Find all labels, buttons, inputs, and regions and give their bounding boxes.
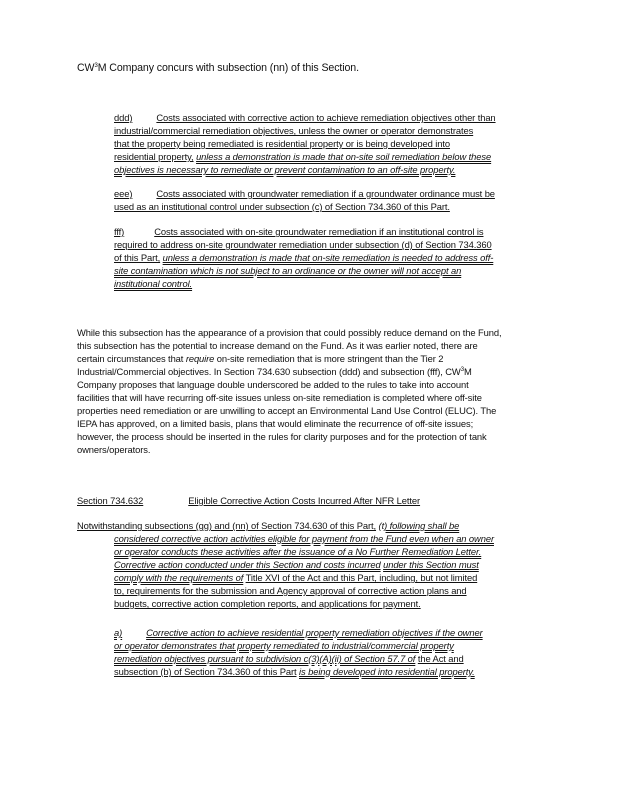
a-line-2: or operator demonstrates that property remediated to industrial/commercial property — [114, 640, 454, 651]
para-line-3 — [77, 352, 443, 365]
para-line-8: IEPA has approved, on a limited basis, plans that would eliminate the recurrence of off-site issues; — [77, 418, 474, 429]
notwith-line-4 — [114, 558, 479, 571]
fff-line-4: site contamination which is not subject to an ordinance or the owner will not accept an — [114, 265, 462, 276]
notwith-text-5a: comply with the requirements of — [114, 572, 244, 583]
ddd-line-2: industrial/commercial remediation objectives, unless the owner or operator demonstrates — [114, 125, 474, 136]
para-text-3b: require — [185, 353, 215, 364]
notwith-text-1a: Notwithstanding subsections (gg) and (nn) of Section 734.630 of this Part, — [77, 520, 377, 531]
notwith-line-6: to, requirements for the submission and Agency approval of corrective action plans and — [114, 585, 467, 596]
a-label: a) — [114, 627, 123, 638]
para-line-10: owners/operators. — [77, 444, 151, 455]
section-title: Eligible Corrective Action Costs Incurred After NFR Letter — [188, 495, 421, 506]
intro-line — [77, 62, 359, 75]
eee-line-1 — [114, 187, 495, 200]
ddd-line-4 — [114, 150, 491, 163]
a-text-4b: is being developed into residential property. — [299, 666, 475, 677]
para-line-9: however, the process should be inserted in the rules for clarity purposes and for the protection of tank — [77, 431, 487, 442]
para-line-6: facilities that will have recurring off-site issues unless on-site remediation is completed where off-site — [77, 392, 482, 403]
ddd-line-3: that the property being remediated is residential property or is being developed into — [114, 138, 450, 149]
fff-text-3b: unless a demonstration is made that on-site remediation is needed to address off- — [162, 252, 494, 263]
ddd-line-1 — [114, 111, 496, 124]
notwith-text-5b: Title XVI of the Act and this Part, including, but not limited — [245, 572, 478, 583]
intro-company-prefix: CW — [77, 62, 95, 74]
eee-line-2: used as an institutional control under subsection (c) of Section 734.360 of this Part. — [114, 201, 450, 212]
eee-label: eee) — [114, 188, 133, 199]
intro-text: M Company concurs with subsection (nn) of this Section. — [97, 62, 359, 74]
ddd-text-4a: residential property, — [114, 151, 194, 162]
notwith-line-2: considered corrective action activities eligible for payment from the Fund even when an owner — [114, 533, 494, 544]
para-text-4b: M — [463, 366, 472, 377]
notwith-line-1 — [77, 519, 459, 532]
notwith-line-5 — [114, 571, 477, 584]
para-superscript: 3 — [460, 367, 464, 373]
ddd-line-5: objectives is necessary to remediate or prevent contamination to an off-site property. — [114, 164, 456, 175]
para-line-7: properties need remediation or are unwilling to accept an Environmental Land Use Control (ELUC). The — [77, 405, 497, 416]
intro-superscript: 3 — [94, 63, 98, 69]
fff-line-2: required to address on-site groundwater remediation under subsection (d) of Section 734.360 — [114, 239, 492, 250]
a-line-3 — [114, 652, 464, 665]
para-line-1: While this subsection has the appearance of a provision that could possibly reduce demand on the Fund, — [77, 327, 502, 338]
eee-text-1: Costs associated with groundwater remediation if a groundwater ordinance must be — [156, 188, 495, 199]
ddd-text-1: Costs associated with corrective action to achieve remediation objectives other than — [156, 112, 496, 123]
notwith-line-7: budgets, corrective action completion reports, and applications for payment. — [114, 598, 421, 609]
ddd-text-4b: unless a demonstration is made that on-site soil remediation below these — [196, 151, 492, 162]
section-number: Section 734.632 — [77, 495, 144, 506]
a-text-3a: remediation objectives pursuant to subdivision c(3)(A)(ii) of Section 57.7 of — [114, 653, 416, 664]
para-line-5: Company proposes that language double underscored be added to the rules to take into account — [77, 379, 469, 390]
fff-line-3 — [114, 251, 493, 264]
notwith-text-1b: (t) following shall be — [378, 520, 460, 531]
notwith-line-3: or operator conducts these activities after the issuance of a No Further Remediation Letter. — [114, 546, 482, 557]
a-text-1: Corrective action to achieve residential property remediation objectives if the owner — [146, 627, 483, 638]
para-text-4a: Industrial/Commercial objectives. In Section 734.630 subsection (ddd) and subsection (fff), CW — [77, 366, 461, 377]
ddd-label: ddd) — [114, 112, 133, 123]
section-heading — [77, 494, 420, 507]
a-text-4a: subsection (b) of Section 734.360 of this Part — [114, 666, 297, 677]
notwith-text-4b: under this Section must — [383, 559, 479, 570]
fff-text-3a: of this Part, — [114, 252, 161, 263]
a-line-4 — [114, 665, 475, 678]
para-line-4 — [77, 365, 472, 378]
para-text-3c: on-site remediation that is more stringent than the Tier 2 — [214, 353, 444, 364]
notwith-text-4a: Corrective action conducted under this Section and costs incurred — [114, 559, 381, 570]
a-line-1 — [114, 626, 483, 639]
para-line-2: this subsection has the potential to increase demand on the Fund. As it was earlier noted, there are — [77, 340, 478, 351]
fff-label: fff) — [114, 226, 125, 237]
a-text-3b: the Act and — [417, 653, 464, 664]
fff-line-5: institutional control. — [114, 278, 193, 289]
fff-text-1: Costs associated with on-site groundwater remediation if an institutional control is — [154, 226, 484, 237]
fff-line-1 — [114, 225, 483, 238]
para-text-3a: certain circumstances that — [77, 353, 186, 364]
